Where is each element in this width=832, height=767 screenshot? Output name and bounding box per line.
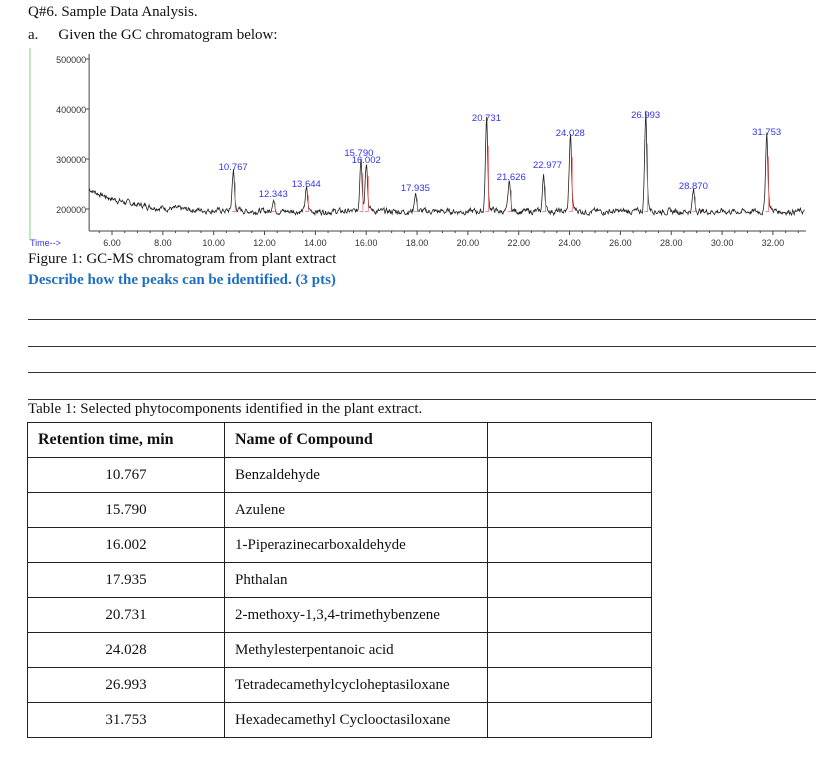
peak-label: 13.644	[291, 179, 321, 190]
compound-name-cell: 2-methoxy-1,3,4-trimethybenzene	[225, 598, 488, 633]
compound-name-cell: Benzaldehyde	[225, 458, 488, 493]
table-row	[28, 493, 652, 528]
table-row	[28, 528, 652, 563]
gc-chromatogram	[28, 48, 818, 248]
compound-name-cell: 1-Piperazinecarboxaldehyde	[225, 528, 488, 563]
x-tick-label: 6.00	[103, 238, 121, 248]
peak-label: 20.731	[471, 113, 501, 124]
x-tick-label: 24.00	[558, 238, 581, 248]
retention-time-cell: 15.790	[28, 493, 225, 528]
table-row	[28, 703, 652, 738]
part-text: Given the GC chromatogram below:	[58, 27, 278, 43]
x-tick-label: 28.00	[659, 238, 683, 248]
x-tick-label: 12.00	[253, 238, 276, 248]
compound-name-cell: Phthalan	[225, 563, 488, 598]
table-row	[28, 633, 652, 668]
y-tick-label: 400000	[56, 105, 87, 115]
peak-label: 12.343	[258, 189, 288, 200]
part-label: a.	[28, 27, 39, 43]
retention-time-cell: 26.993	[28, 668, 225, 703]
peak-label: 16.002	[351, 155, 381, 166]
x-tick-label: 18.00	[405, 238, 429, 248]
question-title: Q#6. Sample Data Analysis.	[28, 4, 198, 20]
compound-name-cell: Tetradecamethylcycloheptasiloxane	[225, 668, 488, 703]
peak-label: 26.993	[631, 110, 661, 121]
peak-label: 24.028	[555, 128, 585, 139]
header-blank	[488, 423, 652, 458]
compound-name-cell: Azulene	[225, 493, 488, 528]
header-compound-name: Name of Compound	[225, 423, 488, 458]
x-axis-label: Time-->	[30, 238, 61, 248]
blank-cell[interactable]	[488, 598, 652, 633]
x-tick-label: 22.00	[507, 238, 530, 248]
retention-time-cell: 10.767	[28, 458, 225, 493]
peak-label: 21.626	[496, 172, 526, 183]
blank-cell[interactable]	[488, 703, 652, 738]
x-tick-label: 10.00	[202, 238, 225, 248]
compound-name-cell: Hexadecamethyl Cyclooctasiloxane	[225, 703, 488, 738]
x-tick-label: 32.00	[761, 238, 785, 248]
blank-cell[interactable]	[488, 563, 652, 598]
peak-label: 17.935	[400, 183, 430, 194]
compound-name-cell: Methylesterpentanoic acid	[225, 633, 488, 668]
y-tick-label: 300000	[56, 155, 87, 165]
chromatogram-trace	[89, 111, 804, 215]
question-prompt: Describe how the peaks can be identified. (3 pts)	[28, 272, 336, 288]
x-tick-label: 14.00	[304, 238, 327, 248]
table-header-row	[28, 423, 652, 458]
x-tick-label: 20.00	[456, 238, 480, 248]
blank-cell[interactable]	[488, 528, 652, 563]
question-part-a	[28, 27, 278, 44]
retention-time-cell: 24.028	[28, 633, 225, 668]
peak-label: 31.753	[752, 127, 782, 138]
retention-time-cell: 31.753	[28, 703, 225, 738]
retention-time-cell: 17.935	[28, 563, 225, 598]
blank-cell[interactable]	[488, 633, 652, 668]
x-tick-label: 8.00	[154, 238, 172, 248]
blank-cell[interactable]	[488, 493, 652, 528]
answer-line[interactable]	[28, 319, 816, 320]
x-tick-label: 30.00	[710, 238, 734, 248]
answer-line[interactable]	[28, 346, 816, 347]
table-row	[28, 598, 652, 633]
compounds-table	[27, 422, 652, 738]
y-tick-label: 500000	[56, 55, 87, 65]
answer-line[interactable]	[28, 372, 816, 373]
y-tick-label: 200000	[56, 205, 87, 215]
figure-caption: Figure 1: GC-MS chromatogram from plant extract	[28, 251, 337, 267]
retention-time-cell: 20.731	[28, 598, 225, 633]
table-row	[28, 458, 652, 493]
table-row	[28, 563, 652, 598]
x-tick-label: 16.00	[354, 238, 378, 248]
header-retention-time: Retention time, min	[28, 423, 225, 458]
retention-time-cell: 16.002	[28, 528, 225, 563]
answer-line[interactable]	[28, 399, 816, 400]
peak-label: 28.870	[678, 181, 708, 192]
peak-label: 22.977	[533, 160, 563, 171]
blank-cell[interactable]	[488, 458, 652, 493]
table-caption: Table 1: Selected phytocomponents identified in the plant extract.	[28, 401, 423, 417]
peak-label: 10.767	[218, 162, 248, 173]
peak-label: 15.790	[344, 148, 374, 159]
blank-cell[interactable]	[488, 668, 652, 703]
x-tick-label: 26.00	[609, 238, 632, 248]
table-row	[28, 668, 652, 703]
